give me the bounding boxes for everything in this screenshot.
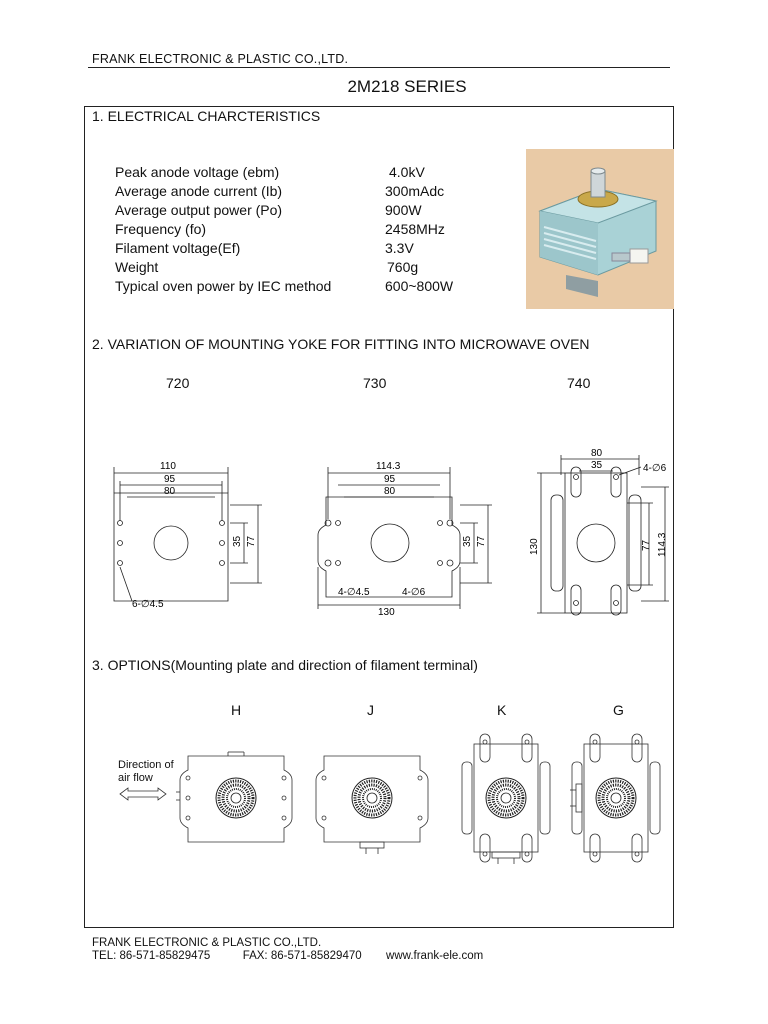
option-h-drawing (176, 748, 296, 848)
header-company: FRANK ELECTRONIC & PLASTIC CO.,LTD. (92, 52, 349, 66)
dim-730-height-outer: 77 (476, 535, 487, 547)
spec-value: 760g (387, 259, 419, 275)
variant-730-label: 730 (363, 375, 387, 391)
dim-730-width-total: 130 (378, 607, 395, 615)
dim-740-height-total: 130 (529, 538, 540, 555)
dim-720-height-outer: 77 (246, 535, 257, 547)
airflow-label-line1: Direction of (118, 759, 174, 771)
spec-label: Average anode current (Ib) (115, 183, 283, 199)
variant-720-label: 720 (166, 375, 190, 391)
dim-740-width-outer: 80 (591, 448, 603, 459)
yoke-730-drawing (310, 455, 510, 615)
option-h-label: H (231, 702, 242, 718)
dim-740-height-outer: 114.3 (657, 532, 668, 557)
dim-730-width-outer: 114.3 (376, 461, 401, 472)
dim-720-height-inner: 35 (232, 535, 243, 547)
dim-730-holes-b: 4-∅6 (402, 587, 426, 598)
spec-value: 900W (385, 202, 422, 218)
section2-title: 2. VARIATION OF MOUNTING YOKE FOR FITTING INTO MICROWAVE OVEN (92, 336, 590, 352)
spec-value: 3.3V (385, 240, 414, 256)
footer-website: www.frank-ele.com (386, 950, 484, 962)
dim-720-width-outer: 110 (160, 461, 176, 472)
section3-title: 3. OPTIONS(Mounting plate and direction of filament terminal) (92, 657, 478, 673)
dim-720-width-inner: 80 (164, 486, 176, 497)
option-g-label: G (613, 702, 624, 718)
spec-value: 4.0kV (389, 164, 425, 180)
series-title: 2M218 SERIES (347, 77, 467, 96)
variant-740-label: 740 (567, 375, 591, 391)
spec-value: 300mAdc (385, 183, 445, 199)
dim-740-width-inner: 35 (591, 460, 603, 471)
dim-720-width-mid: 95 (164, 474, 176, 485)
option-j-drawing (312, 748, 432, 858)
dim-730-width-inner: 80 (384, 486, 396, 497)
airflow-arrow-icon (118, 786, 170, 802)
footer-contact (92, 950, 483, 962)
option-g-drawing (556, 728, 666, 868)
spec-label: Average output power (Po) (115, 202, 283, 218)
footer-tel: TEL: 86-571-85829475 (92, 950, 211, 962)
airflow-label-line2: air flow (118, 772, 153, 784)
dim-730-height-inner: 35 (462, 535, 473, 547)
spec-value: 2458MHz (385, 221, 445, 237)
footer-company: FRANK ELECTRONIC & PLASTIC CO.,LTD. (92, 937, 322, 949)
yoke-740-drawing (525, 445, 675, 625)
option-j-label: J (367, 702, 374, 718)
dim-740-height-inner: 77 (641, 539, 652, 551)
dim-720-holes: 6-∅4.5 (132, 599, 164, 610)
header-rule (88, 67, 670, 68)
spec-label: Peak anode voltage (ebm) (115, 164, 280, 180)
airflow-label (118, 759, 174, 785)
spec-label: Typical oven power by IEC method (115, 278, 332, 294)
dim-730-holes-a: 4-∅4.5 (338, 587, 370, 598)
dim-740-holes: 4-∅6 (643, 463, 667, 474)
section1-title: 1. ELECTRICAL CHARCTERISTICS (92, 108, 321, 124)
option-k-drawing (456, 728, 556, 868)
spec-value: 600~800W (385, 278, 454, 294)
footer-fax: FAX: 86-571-85829470 (242, 950, 362, 962)
magnetron-photo (526, 149, 674, 309)
spec-label: Filament voltage(Ef) (115, 240, 241, 256)
yoke-720-drawing (100, 455, 280, 615)
option-k-label: K (497, 702, 507, 718)
dim-730-width-mid: 95 (384, 474, 396, 485)
spec-label: Frequency (fo) (115, 221, 207, 237)
spec-label: Weight (115, 259, 159, 275)
